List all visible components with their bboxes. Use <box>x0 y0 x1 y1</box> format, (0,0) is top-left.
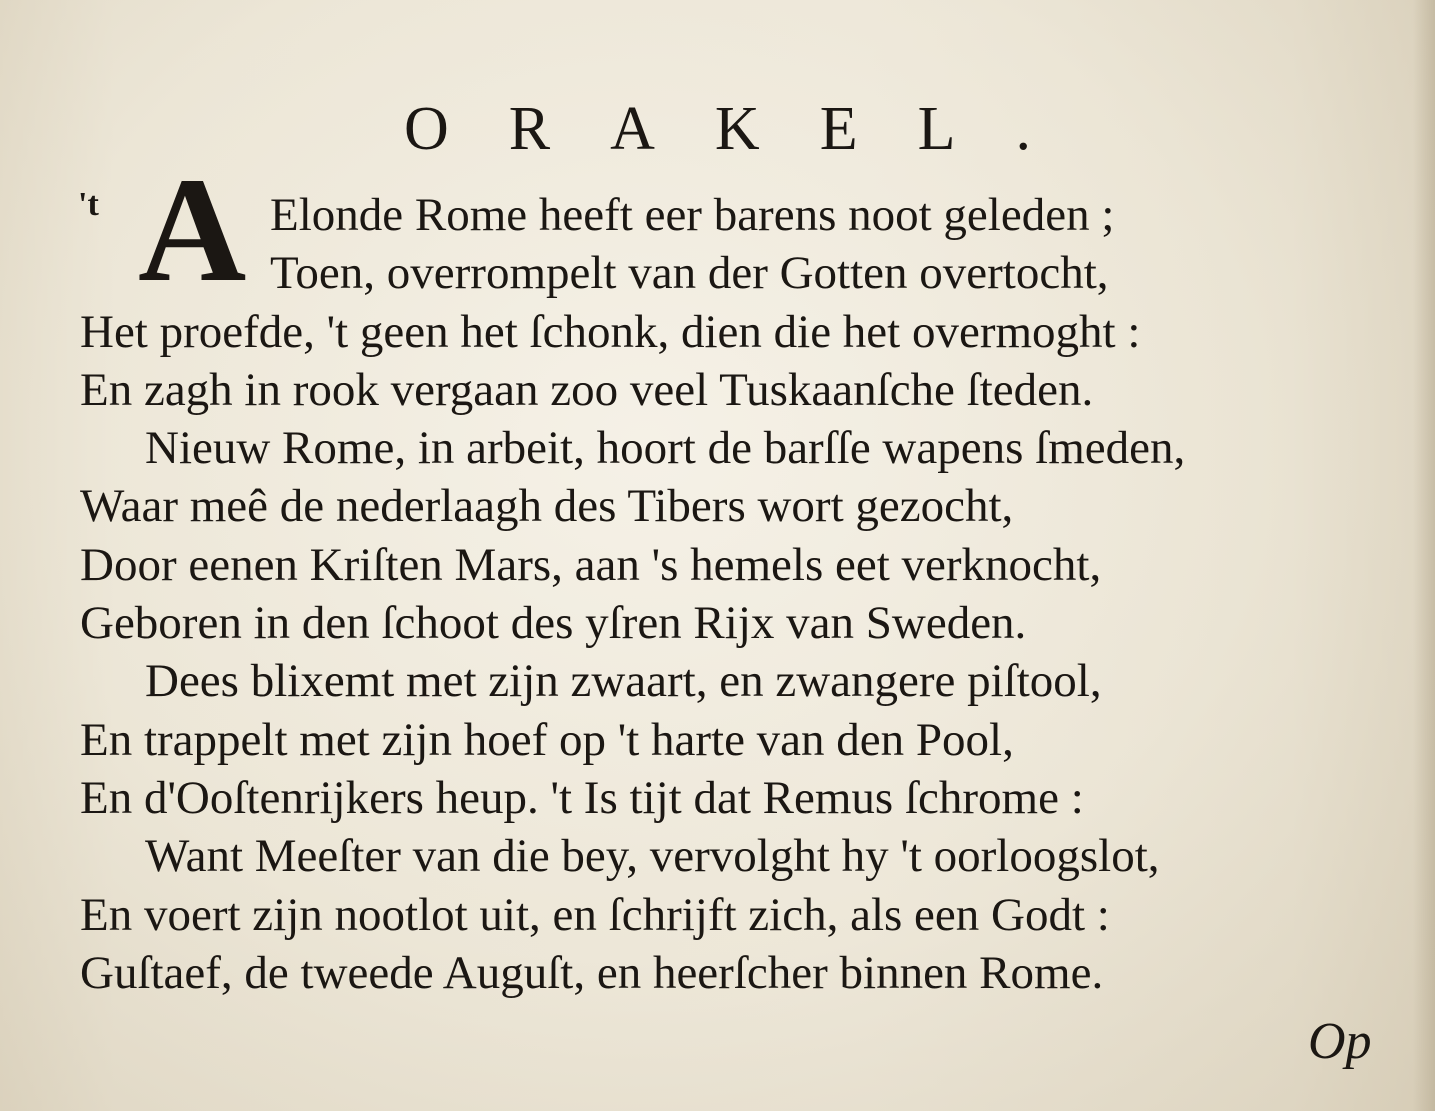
poem-line: Geboren in den ſchoot des yſren Rijx van Sweden. <box>80 597 1027 650</box>
poem-line: Guſtaef, de tweede Auguſt, en heerſcher binnen Rome. <box>80 946 1104 999</box>
poem-line: Het proefde, 't geen het ſchonk, dien die het overmoght : <box>80 305 1141 358</box>
poem-line: Want Meeſter van die bey, vervolght hy 't oorloogslot, <box>145 830 1160 883</box>
poem-line: Elonde Rome heeft eer barens noot geleden ; <box>270 189 1115 241</box>
apostrophe-t-prefix: 't <box>78 186 99 223</box>
poem-line: Dees blixemt met zijn zwaart, en zwangere piſtool, <box>145 655 1102 708</box>
title-text: ORAKEL. <box>404 94 1091 163</box>
poem-line: Nieuw Rome, in arbeit, hoort de barſſe wapens ſmeden, <box>145 422 1186 475</box>
catchword: Op <box>1308 1013 1372 1070</box>
poem-body <box>80 186 1410 1002</box>
poem-line: Waar meê de nederlaagh des Tibers wort gezocht, <box>80 480 1014 533</box>
poem-line: Door eenen Kriſten Mars, aan 's hemels eet verknocht, <box>80 538 1102 591</box>
poem-line: En trappelt met zijn hoef op 't harte van den Pool, <box>80 713 1014 766</box>
drop-capital: A <box>138 147 247 313</box>
poem-line: En zagh in rook vergaan zoo veel Tuskaanſche ſteden. <box>80 363 1094 416</box>
poem-line: Toen, overrompelt van der Gotten overtocht, <box>270 247 1109 300</box>
poem-line: En voert zijn nootlot uit, en ſchrijft zich, als een Godt : <box>80 888 1110 941</box>
poem-line: En d'Ooſtenrijkers heup. 't Is tijt dat Remus ſchrome : <box>80 771 1084 824</box>
page-edge-shadow <box>1413 0 1435 1111</box>
